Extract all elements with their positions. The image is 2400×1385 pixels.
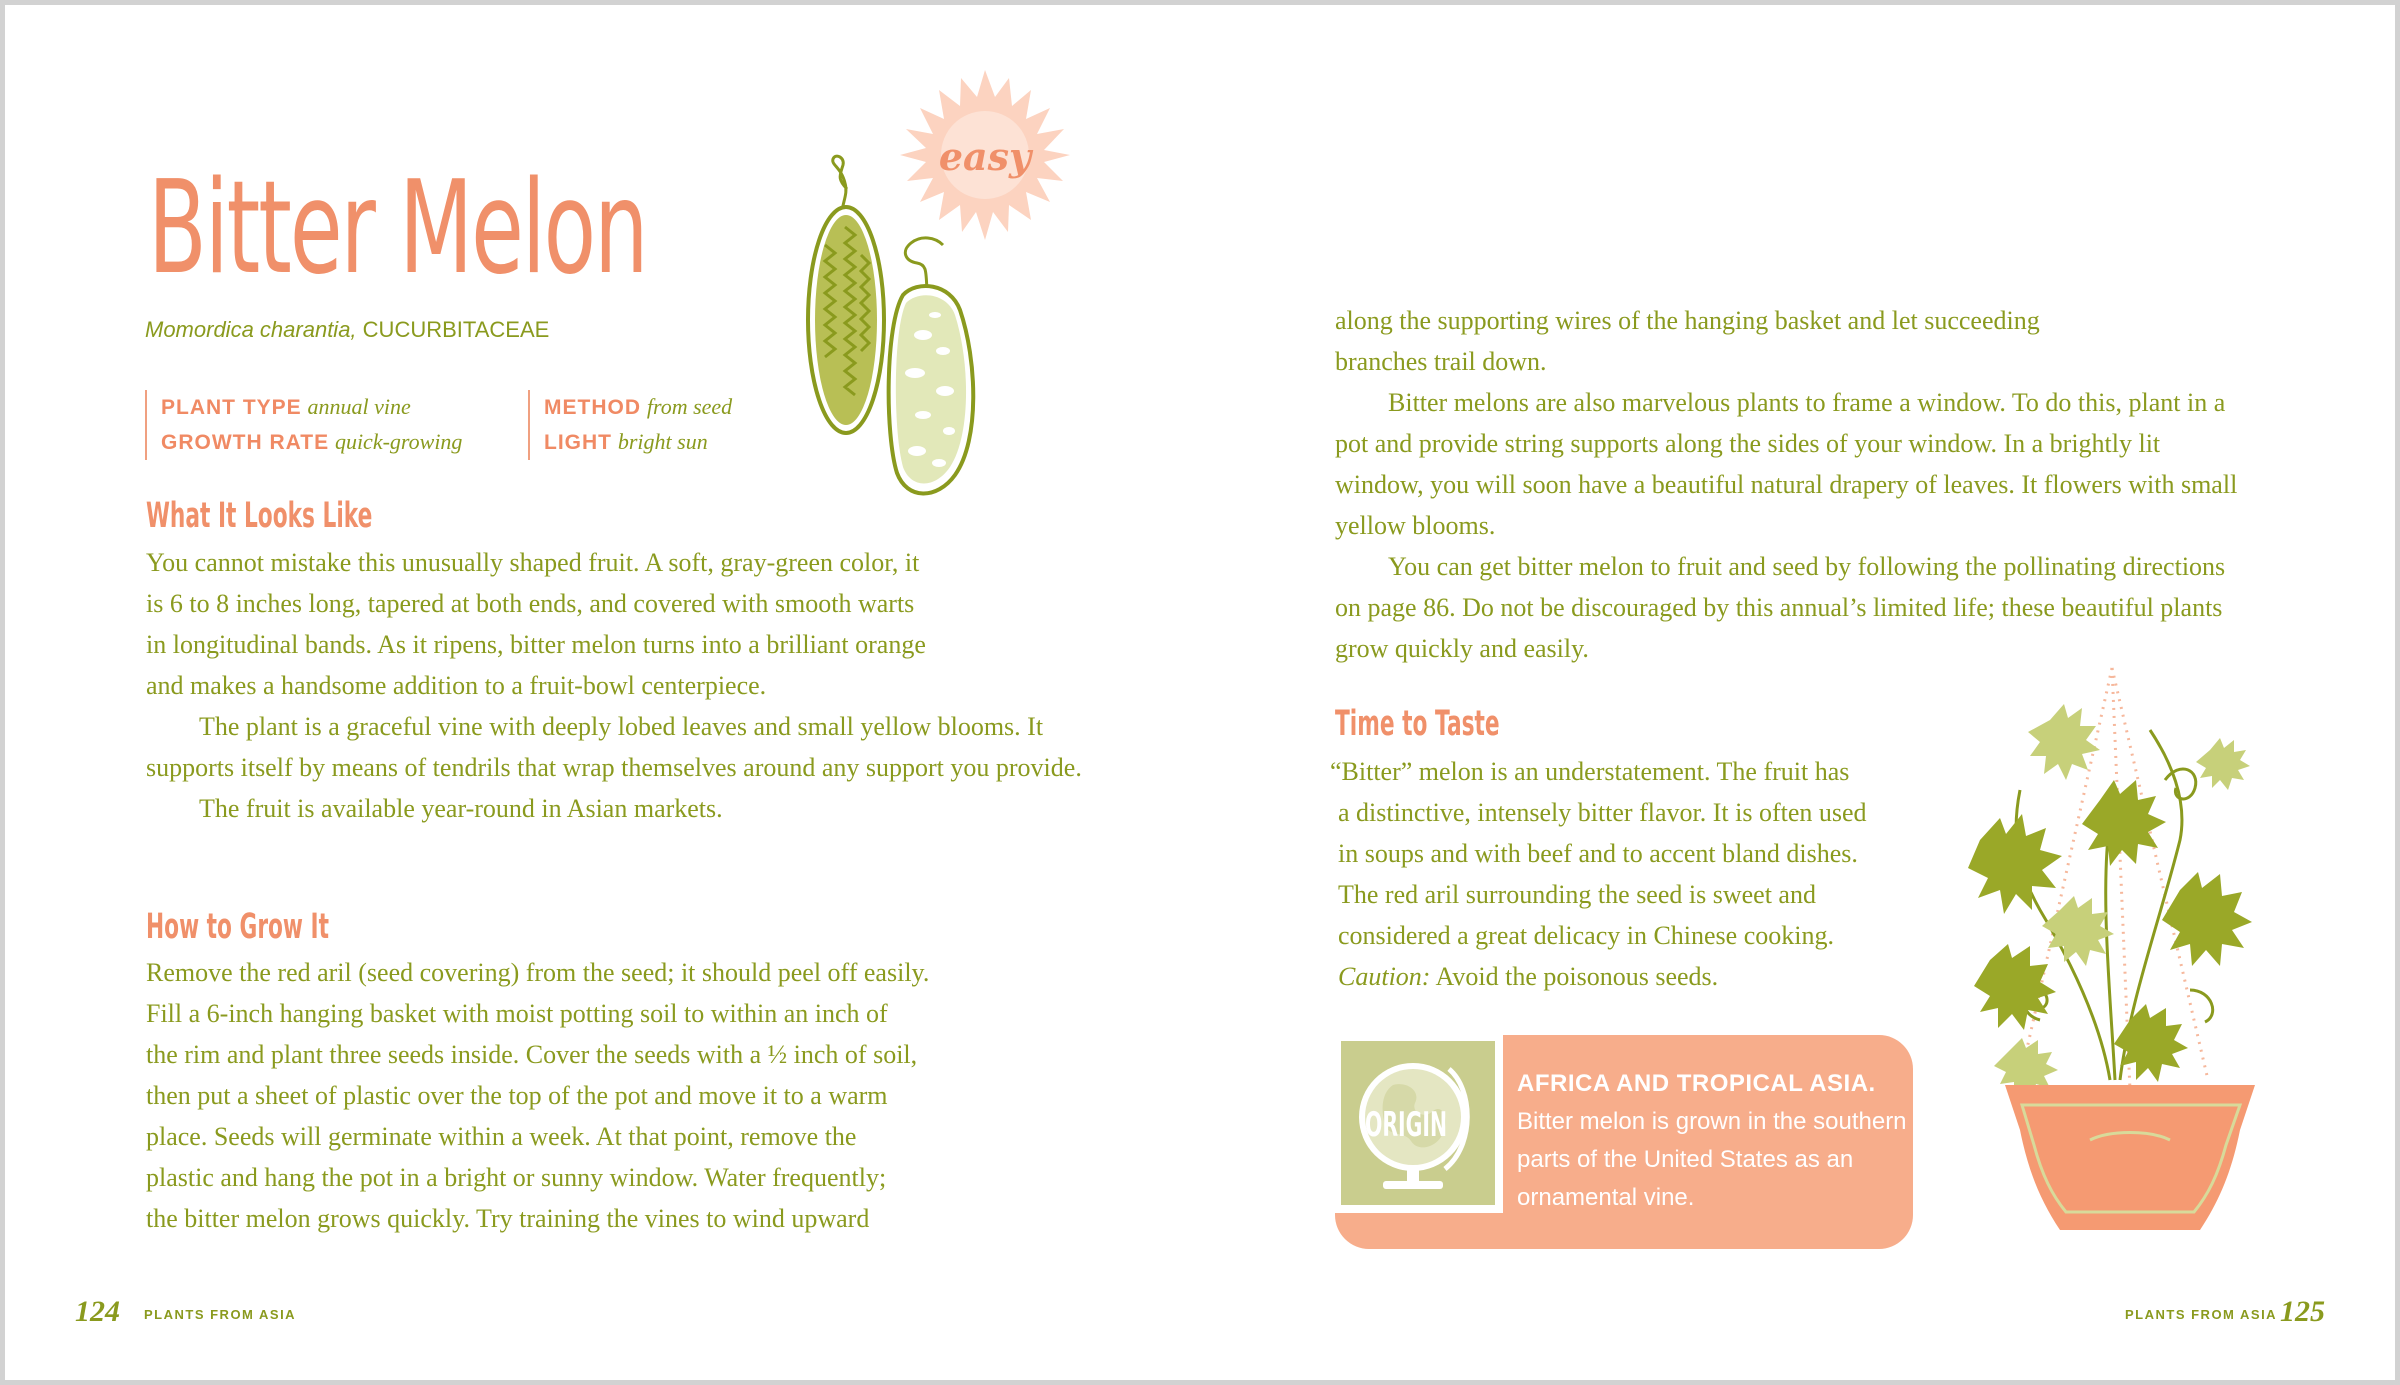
taste-body bbox=[1330, 751, 1950, 997]
taste-paragraph: “Bitter” melon is an understatement. The fruit has a distinctive, intensely bitter flavor. It is often used in soups and with beef and to accent bland dishes. The red aril surrounding the seed is sweet and considered a great delicacy in Chinese cooking. Caution: Avoid the poisonous seeds. bbox=[1330, 751, 1950, 997]
looks-paragraph-3: The fruit is available year-round in Asian markets. bbox=[199, 794, 723, 823]
continued-paragraph-3: You can get bitter melon to fruit and seed by following the pollinating directions on page 86. Do not be discouraged by this annual’s limited life; these beautiful plants grow quickly and easily. bbox=[1335, 552, 2226, 663]
genus-species: Momordica charantia, bbox=[145, 317, 357, 342]
right-section-label: PLANTS FROM ASIA bbox=[2125, 1307, 2278, 1322]
continued-paragraph-2: Bitter melons are also marvelous plants to frame a window. To do this, plant in a pot and provide string supports along the sides of your window. In a brightly lit window, you will soon have a beautiful natural drapery of leaves. It flowers with small yellow blooms. bbox=[1335, 388, 2238, 540]
continued-body bbox=[1335, 300, 2255, 669]
growth-rate-value: quick-growing bbox=[334, 429, 463, 454]
page-title: Bitter Melon bbox=[148, 154, 647, 303]
looks-paragraph-1: You cannot mistake this unusually shaped fruit. A soft, gray-green color, it is 6 to 8 inches long, tapered at both ends, and covered with smooth warts in longitudinal bands. As it ripens, bitter melon turns into a brilliant orange and makes a handsome addition to a fruit-bowl centerpiece. bbox=[146, 548, 926, 700]
method-value: from seed bbox=[646, 394, 733, 419]
looks-heading: What It Looks Like bbox=[146, 496, 373, 536]
growth-rate-row bbox=[161, 425, 462, 460]
plant-family: CUCURBITACEAE bbox=[362, 317, 550, 342]
origin-label: ORIGIN bbox=[1365, 1105, 1448, 1145]
continued-paragraph-1: along the supporting wires of the hanging basket and let succeeding branches trail down. bbox=[1335, 306, 2040, 376]
looks-body bbox=[146, 542, 1086, 829]
attributes-col-2 bbox=[528, 390, 732, 460]
left-section-label: PLANTS FROM ASIA bbox=[144, 1307, 297, 1322]
grow-body bbox=[146, 952, 1106, 1239]
bitter-melon-illustration bbox=[805, 155, 985, 525]
grow-heading: How to Grow It bbox=[146, 907, 329, 947]
caution-text: Avoid the poisonous seeds. bbox=[1435, 962, 1719, 991]
attributes-col-1 bbox=[145, 390, 462, 460]
growth-rate-label: GROWTH RATE bbox=[161, 431, 330, 454]
caution-label: Caution: bbox=[1338, 962, 1431, 991]
plant-type-value: annual vine bbox=[307, 394, 411, 419]
plant-type-row bbox=[161, 390, 462, 425]
light-label: LIGHT bbox=[544, 431, 612, 454]
plant-type-label: PLANT TYPE bbox=[161, 396, 302, 419]
left-page-number: 124 bbox=[75, 1295, 120, 1328]
book-spread bbox=[5, 5, 2395, 1380]
right-page-number: 125 bbox=[2280, 1295, 2325, 1328]
light-row bbox=[544, 425, 732, 460]
scientific-name bbox=[145, 317, 549, 343]
origin-badge bbox=[1335, 1035, 1503, 1213]
taste-heading: Time to Taste bbox=[1335, 704, 1500, 744]
hanging-plant-illustration bbox=[1950, 660, 2290, 1260]
origin-text bbox=[1517, 1065, 1907, 1217]
grow-paragraph: Remove the red aril (seed covering) from the seed; it should peel off easily. Fill a 6-inch hanging basket with moist potting soil to within an inch of the rim and plant three seeds inside. Cover the seeds with a ½ inch of soil, then put a sheet of plastic over the top of the pot and move it to a warm place. Seeds will germinate within a week. At that point, remove the plastic and hang the pot in a bright or sunny window. Water frequently; the bitter melon grows quickly. Try training the vines to wind upward bbox=[146, 958, 930, 1233]
caution-line bbox=[1330, 956, 1950, 997]
looks-paragraph-2: The plant is a graceful vine with deeply lobed leaves and small yellow blooms. It supports itself by means of tendrils that wrap themselves around any support you provide. bbox=[146, 712, 1082, 782]
origin-description: Bitter melon is grown in the southern parts of the United States as an ornamental vine. bbox=[1517, 1108, 1907, 1211]
light-value: bright sun bbox=[617, 429, 708, 454]
method-row bbox=[544, 390, 732, 425]
origin-region: AFRICA AND TROPICAL ASIA. bbox=[1517, 1070, 1876, 1097]
easy-label: easy bbox=[938, 134, 1032, 179]
method-label: METHOD bbox=[544, 396, 641, 419]
